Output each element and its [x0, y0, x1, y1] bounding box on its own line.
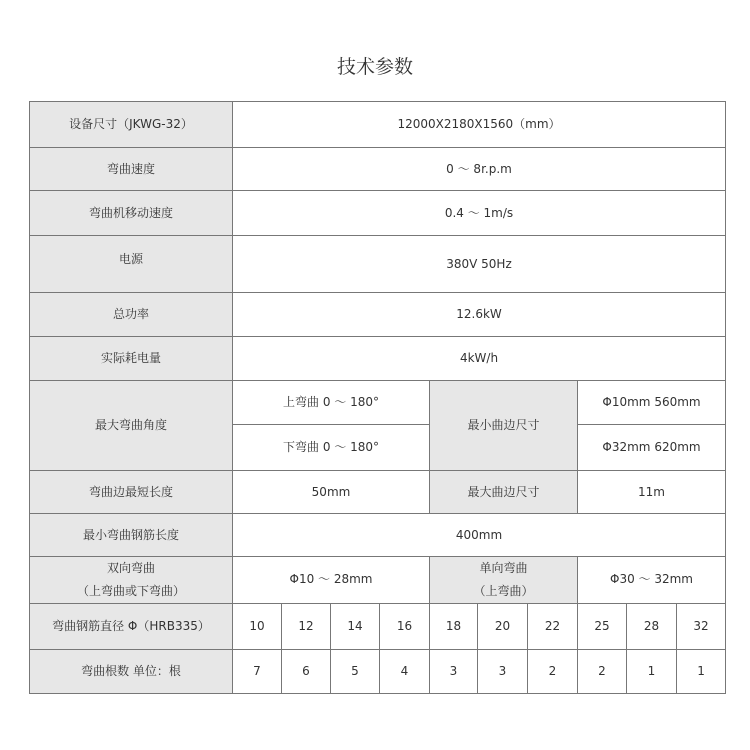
row-size	[30, 102, 726, 148]
count-cell: 2	[578, 649, 627, 693]
diameter-cell: 22	[528, 603, 578, 649]
count-cell: 1	[627, 649, 677, 693]
count-cell: 4	[380, 649, 430, 693]
diameter-cell: 25	[578, 603, 627, 649]
label-min-bar-len: 最小弯曲钢筋长度	[30, 514, 233, 557]
value-move-speed: 0.4 ～ 1m/s	[233, 191, 726, 236]
row-move-speed	[30, 191, 726, 236]
row-power-source	[30, 236, 726, 293]
value-two-way: Φ10 ～ 28mm	[233, 557, 430, 604]
label-max-angle: 最大弯曲角度	[30, 381, 233, 471]
label-two-way	[30, 557, 233, 604]
count-cell: 7	[233, 649, 282, 693]
diameter-cell: 32	[677, 603, 726, 649]
label-min-edge: 最小曲边尺寸	[430, 381, 578, 471]
spec-table	[29, 101, 726, 694]
value-speed: 0 ～ 8r.p.m	[233, 148, 726, 191]
row-consumption	[30, 337, 726, 381]
label-consumption: 实际耗电量	[30, 337, 233, 381]
row-min-len	[30, 471, 726, 514]
label-two-way-line2: （上弯曲或下弯曲）	[76, 583, 185, 598]
diameter-cell: 28	[627, 603, 677, 649]
row-diameter	[30, 603, 726, 649]
count-cell: 1	[677, 649, 726, 693]
value-min-bar-len: 400mm	[233, 514, 726, 557]
diameter-cell: 12	[282, 603, 331, 649]
row-speed	[30, 148, 726, 191]
diameter-cell: 18	[430, 603, 478, 649]
label-min-len: 弯曲边最短长度	[30, 471, 233, 514]
label-power-source: 电源	[30, 236, 233, 293]
row-bend-modes	[30, 557, 726, 604]
value-min-edge-1: Φ10mm 560mm	[578, 381, 726, 425]
row-max-angle-up	[30, 381, 726, 425]
label-two-way-line1: 双向弯曲	[106, 561, 155, 575]
value-angle-down: 下弯曲 0 ～ 180°	[233, 425, 430, 471]
label-speed: 弯曲速度	[30, 148, 233, 191]
value-min-len: 50mm	[233, 471, 430, 514]
count-cell: 2	[528, 649, 578, 693]
row-min-bar-len	[30, 514, 726, 557]
label-one-way-line2: （上弯曲）	[473, 583, 534, 598]
label-diameter: 弯曲钢筋直径 Φ（HRB335）	[30, 603, 233, 649]
diameter-cell: 16	[380, 603, 430, 649]
label-move-speed: 弯曲机移动速度	[30, 191, 233, 236]
page-title: 技术参数	[336, 56, 413, 78]
diameter-cell: 20	[478, 603, 528, 649]
count-cell: 5	[331, 649, 380, 693]
count-cell: 3	[478, 649, 528, 693]
value-max-edge: 11m	[578, 471, 726, 514]
label-one-way-line1: 单向弯曲	[479, 561, 528, 575]
count-cell: 3	[430, 649, 478, 693]
label-one-way	[430, 557, 578, 604]
value-min-edge-2: Φ32mm 620mm	[578, 425, 726, 471]
value-power-source: 380V 50Hz	[233, 236, 726, 293]
row-count	[30, 649, 726, 693]
count-cell: 6	[282, 649, 331, 693]
label-max-edge: 最大曲边尺寸	[430, 471, 578, 514]
value-one-way: Φ30 ～ 32mm	[578, 557, 726, 604]
value-consumption: 4kW/h	[233, 337, 726, 381]
value-size: 12000X2180X1560（mm）	[233, 102, 726, 148]
value-angle-up: 上弯曲 0 ～ 180°	[233, 381, 430, 425]
row-total-power	[30, 293, 726, 337]
label-total-power: 总功率	[30, 293, 233, 337]
value-total-power: 12.6kW	[233, 293, 726, 337]
label-count: 弯曲根数 单位：根	[30, 649, 233, 693]
diameter-cell: 14	[331, 603, 380, 649]
diameter-cell: 10	[233, 603, 282, 649]
label-size: 设备尺寸（JKWG-32）	[30, 102, 233, 148]
